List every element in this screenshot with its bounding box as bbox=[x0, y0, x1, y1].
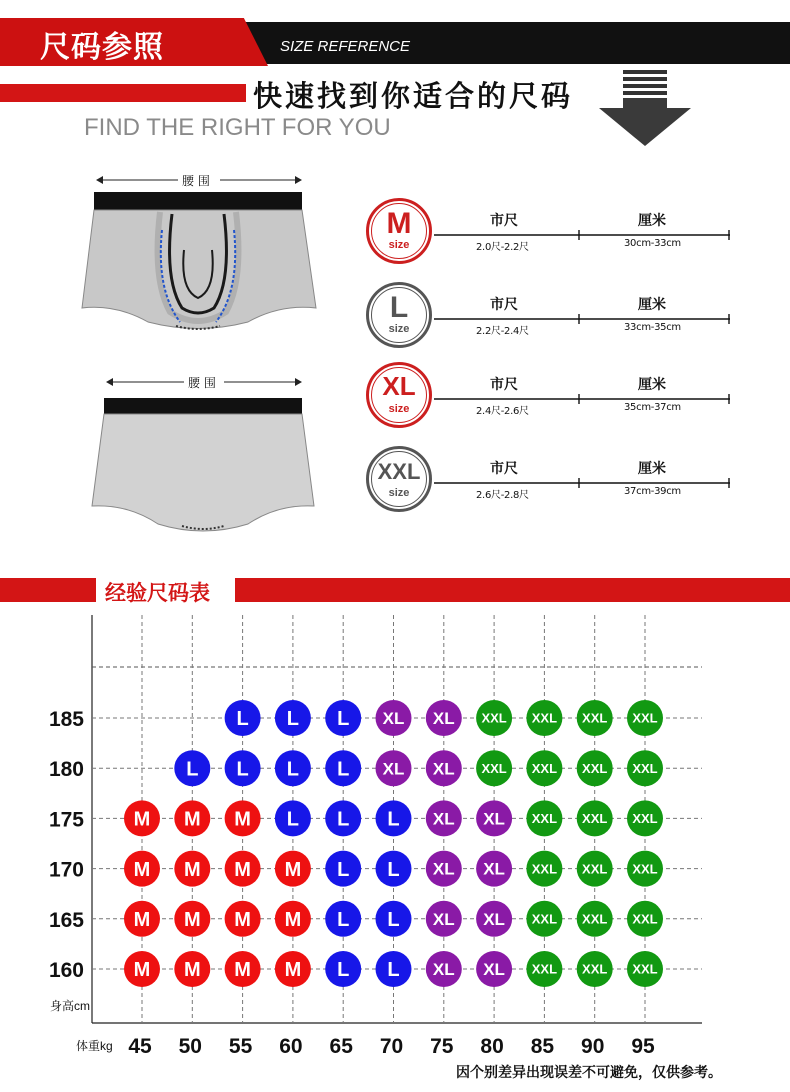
size-dot-label: XL bbox=[382, 759, 405, 779]
size-chart bbox=[0, 605, 790, 1060]
size-dot-label: XXL bbox=[582, 811, 608, 827]
size-badge bbox=[366, 362, 432, 428]
size-dot bbox=[376, 951, 412, 987]
size-dot bbox=[577, 851, 613, 887]
size-dot-label: L bbox=[337, 858, 350, 881]
size-badge-sub: size bbox=[388, 487, 410, 499]
size-dot-label: XL bbox=[432, 809, 455, 829]
size-dot-label: L bbox=[236, 708, 249, 731]
size-row-m bbox=[366, 198, 736, 268]
size-dot bbox=[124, 851, 160, 887]
size-dot-label: M bbox=[234, 858, 251, 881]
section-title: 经验尺码表 bbox=[105, 581, 210, 605]
size-dot-label: XXL bbox=[531, 961, 558, 977]
size-dot-label: M bbox=[284, 858, 302, 881]
size-dot-label: L bbox=[286, 708, 300, 731]
size-dot bbox=[275, 800, 311, 836]
size-dot bbox=[627, 851, 663, 887]
size-dot-label: XL bbox=[483, 859, 505, 879]
size-dot bbox=[627, 951, 663, 987]
size-dot-label: L bbox=[286, 758, 300, 781]
size-dot bbox=[526, 750, 562, 786]
cm-value: 33cm-35cm bbox=[624, 322, 681, 333]
y-tick-label: 160 bbox=[48, 959, 84, 982]
size-dot bbox=[526, 700, 562, 736]
size-dot-label: XXL bbox=[531, 811, 558, 827]
size-dot-label: M bbox=[133, 909, 151, 931]
size-dot bbox=[275, 700, 311, 736]
size-dot bbox=[275, 951, 311, 987]
size-dot-label: L bbox=[387, 909, 400, 931]
section-accent-right bbox=[235, 578, 790, 602]
cm-header: 厘米 bbox=[638, 461, 666, 477]
size-dot-label: L bbox=[337, 808, 350, 831]
shichi-header: 市尺 bbox=[490, 297, 518, 313]
shichi-value: 2.6尺-2.8尺 bbox=[476, 490, 529, 501]
size-dot bbox=[627, 700, 663, 736]
size-dot bbox=[376, 700, 412, 736]
shichi-value: 2.4尺-2.6尺 bbox=[476, 406, 529, 417]
size-badge-sub: size bbox=[388, 403, 410, 415]
size-dot bbox=[476, 750, 512, 786]
find-subtitle: FIND THE RIGHT FOR YOU bbox=[84, 114, 391, 141]
size-dot bbox=[124, 800, 160, 836]
size-dot bbox=[275, 750, 311, 786]
y-tick-label: 170 bbox=[48, 858, 84, 882]
briefs-back-illustration bbox=[88, 396, 318, 546]
accent-bar bbox=[0, 84, 246, 102]
size-dot-label: XXL bbox=[531, 911, 558, 927]
size-dot-label: XXL bbox=[582, 760, 608, 776]
size-badge-label: L bbox=[389, 291, 409, 324]
size-dot-label: L bbox=[337, 708, 350, 731]
size-dot-label: M bbox=[234, 959, 251, 982]
y-tick-label: 165 bbox=[48, 908, 84, 932]
size-badge-sub: size bbox=[388, 323, 410, 335]
size-row-xxl bbox=[366, 446, 736, 516]
size-dot-label: M bbox=[183, 959, 201, 982]
size-dot-label: L bbox=[387, 858, 400, 881]
size-badge-label: XL bbox=[382, 371, 416, 401]
size-dot bbox=[577, 750, 613, 786]
size-dot-label: XXL bbox=[632, 861, 658, 877]
size-dot bbox=[325, 851, 361, 887]
cm-header: 厘米 bbox=[638, 297, 666, 313]
cm-value: 30cm-33cm bbox=[624, 238, 681, 249]
size-dot-label: L bbox=[337, 909, 350, 931]
disclaimer: 因个别差异出现误差不可避免，仅供参考。 bbox=[456, 1065, 722, 1081]
x-tick-label: 55 bbox=[228, 1035, 253, 1058]
size-dot bbox=[627, 750, 663, 786]
waist-label-2: 腰 围 bbox=[188, 376, 216, 390]
size-dot bbox=[426, 750, 462, 786]
page-subtitle: SIZE REFERENCE bbox=[280, 38, 411, 55]
size-dot bbox=[426, 700, 462, 736]
cm-value: 35cm-37cm bbox=[624, 402, 681, 413]
size-dot bbox=[627, 800, 663, 836]
x-tick-label: 45 bbox=[128, 1035, 152, 1058]
size-dot-label: XXL bbox=[481, 710, 507, 726]
size-dot bbox=[577, 901, 613, 937]
x-tick-label: 75 bbox=[430, 1035, 454, 1058]
size-dot-label: XXL bbox=[481, 760, 507, 776]
size-dot bbox=[476, 901, 512, 937]
size-dot-label: L bbox=[387, 959, 400, 982]
size-dot-label: XL bbox=[432, 759, 455, 779]
size-dot-label: L bbox=[286, 808, 300, 831]
size-badge bbox=[366, 446, 432, 512]
size-dot-label: L bbox=[337, 959, 350, 982]
size-row-l bbox=[366, 282, 736, 352]
size-dot-label: XXL bbox=[632, 710, 658, 726]
size-dot-label: XXL bbox=[531, 861, 558, 877]
size-dot-label: XXL bbox=[632, 760, 658, 776]
shichi-header: 市尺 bbox=[490, 213, 518, 229]
cm-header: 厘米 bbox=[638, 213, 666, 229]
shichi-value: 2.0尺-2.2尺 bbox=[476, 242, 529, 253]
y-tick-label: 185 bbox=[48, 708, 84, 731]
briefs-front-illustration bbox=[80, 190, 320, 340]
size-dot-label: XXL bbox=[582, 961, 608, 977]
size-dot-label: XL bbox=[483, 909, 505, 929]
x-tick-label: 90 bbox=[581, 1035, 605, 1058]
size-badge bbox=[366, 282, 432, 348]
size-dot bbox=[225, 750, 261, 786]
size-dot bbox=[174, 851, 210, 887]
size-badge-sub: size bbox=[388, 239, 410, 251]
size-badge-label: M bbox=[386, 207, 412, 240]
size-dot bbox=[577, 951, 613, 987]
y-axis-label: 身高cm bbox=[50, 999, 90, 1013]
size-dot-label: XXL bbox=[582, 710, 608, 726]
size-badge-label: XXL bbox=[377, 459, 421, 484]
waist-measure-bottom bbox=[104, 372, 304, 392]
size-dot bbox=[577, 800, 613, 836]
size-dot bbox=[476, 851, 512, 887]
size-dot-label: M bbox=[234, 808, 251, 831]
size-dot bbox=[325, 800, 361, 836]
size-dot bbox=[426, 851, 462, 887]
x-tick-label: 85 bbox=[530, 1035, 555, 1058]
size-dot-label: XL bbox=[432, 859, 455, 879]
size-dot bbox=[225, 851, 261, 887]
size-dot bbox=[376, 800, 412, 836]
size-dot-label: XXL bbox=[632, 911, 658, 927]
size-dot bbox=[426, 901, 462, 937]
size-dot bbox=[476, 951, 512, 987]
size-dot bbox=[225, 700, 261, 736]
size-dot bbox=[174, 800, 210, 836]
size-dot bbox=[225, 901, 261, 937]
size-dot-label: M bbox=[183, 909, 201, 931]
x-tick-label: 80 bbox=[480, 1035, 504, 1058]
size-dot-label: M bbox=[234, 909, 251, 931]
size-dot-label: XL bbox=[382, 709, 405, 729]
size-dot-label: M bbox=[133, 858, 151, 881]
down-arrow-icon bbox=[596, 70, 696, 150]
size-dot bbox=[526, 951, 562, 987]
page-title: 尺码参照 bbox=[40, 30, 164, 65]
size-dot-label: L bbox=[337, 758, 350, 781]
size-dot bbox=[376, 750, 412, 786]
size-dot bbox=[376, 851, 412, 887]
size-dot bbox=[225, 800, 261, 836]
size-dot bbox=[174, 750, 210, 786]
size-dot-label: L bbox=[236, 758, 249, 781]
size-row-xl bbox=[366, 362, 736, 432]
size-dot-label: XL bbox=[432, 709, 455, 729]
size-dot bbox=[526, 901, 562, 937]
size-dot-label: L bbox=[186, 758, 199, 781]
size-badge bbox=[366, 198, 432, 264]
size-dot-label: M bbox=[183, 858, 201, 881]
size-dot bbox=[376, 901, 412, 937]
size-dot bbox=[174, 951, 210, 987]
size-dot-label: XL bbox=[483, 960, 505, 980]
size-dot bbox=[577, 700, 613, 736]
y-tick-label: 180 bbox=[48, 758, 84, 782]
x-tick-label: 60 bbox=[279, 1035, 303, 1058]
size-dot bbox=[476, 800, 512, 836]
size-dot bbox=[325, 700, 361, 736]
size-dot-label: XXL bbox=[582, 861, 608, 877]
size-dot bbox=[174, 901, 210, 937]
size-dot bbox=[476, 700, 512, 736]
x-tick-label: 50 bbox=[178, 1035, 202, 1058]
size-dot bbox=[325, 951, 361, 987]
x-tick-label: 65 bbox=[329, 1035, 353, 1058]
shichi-header: 市尺 bbox=[490, 461, 518, 477]
size-dot-label: M bbox=[284, 909, 302, 931]
quick-find-title: 快速找到你适合的尺码 bbox=[253, 79, 574, 113]
waist-measure-top bbox=[94, 170, 304, 190]
size-dot bbox=[275, 901, 311, 937]
size-dot-label: XXL bbox=[531, 710, 558, 726]
size-dot-label: XXL bbox=[632, 811, 658, 827]
size-dot-label: XL bbox=[432, 909, 455, 929]
size-dot bbox=[426, 800, 462, 836]
x-tick-label: 70 bbox=[379, 1035, 404, 1058]
size-dot bbox=[124, 901, 160, 937]
size-dot bbox=[325, 750, 361, 786]
size-dot bbox=[275, 851, 311, 887]
size-dot-label: L bbox=[387, 808, 400, 831]
size-dot-label: M bbox=[133, 959, 151, 982]
size-dot-label: XL bbox=[483, 809, 505, 829]
size-dot-label: M bbox=[284, 959, 302, 982]
y-tick-label: 175 bbox=[48, 808, 84, 832]
size-dot-label: M bbox=[133, 808, 151, 831]
shichi-header: 市尺 bbox=[490, 377, 518, 393]
size-dot bbox=[526, 851, 562, 887]
size-dot-label: XXL bbox=[531, 760, 558, 776]
x-axis-label: 体重kg bbox=[76, 1039, 113, 1053]
size-dot bbox=[426, 951, 462, 987]
shichi-value: 2.2尺-2.4尺 bbox=[476, 326, 529, 337]
size-dot-label: XXL bbox=[632, 961, 658, 977]
cm-value: 37cm-39cm bbox=[624, 486, 681, 497]
x-tick-label: 95 bbox=[631, 1035, 655, 1058]
section-accent-left bbox=[0, 578, 96, 602]
size-dot bbox=[526, 800, 562, 836]
size-dot bbox=[124, 951, 160, 987]
size-dot-label: XL bbox=[432, 960, 455, 980]
waist-label: 腰 围 bbox=[182, 174, 210, 188]
cm-header: 厘米 bbox=[638, 377, 666, 393]
size-dot bbox=[325, 901, 361, 937]
size-dot-label: XXL bbox=[582, 911, 608, 927]
size-dot-label: M bbox=[183, 808, 201, 831]
size-dot bbox=[627, 901, 663, 937]
size-dot bbox=[225, 951, 261, 987]
